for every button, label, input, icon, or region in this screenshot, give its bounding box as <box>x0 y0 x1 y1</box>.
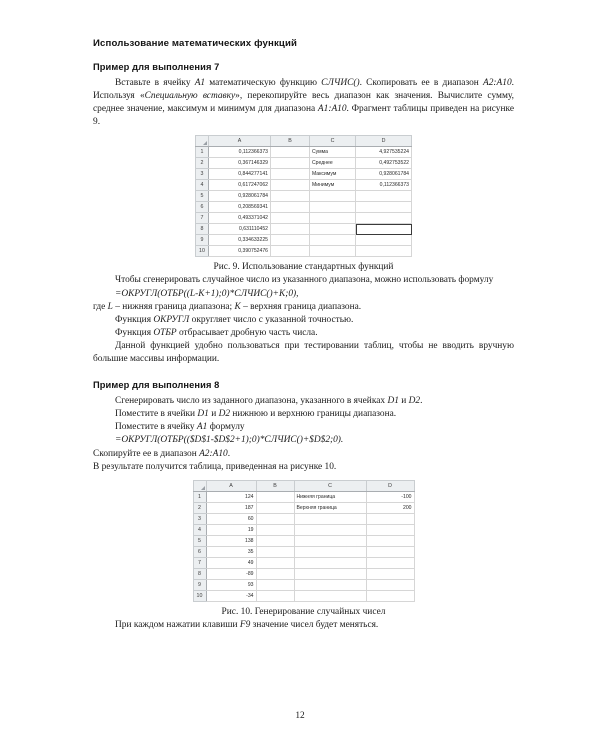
paragraph-otbr-description <box>93 327 514 340</box>
cell-c3[interactable] <box>294 513 366 524</box>
text-fragment: математическую функцию <box>205 78 322 88</box>
column-header-d[interactable]: D <box>366 480 414 491</box>
cell-a6[interactable]: 35 <box>206 546 256 557</box>
table-row <box>196 169 412 180</box>
cell-a1[interactable]: 124 <box>206 491 256 502</box>
cell-d9[interactable] <box>356 235 412 246</box>
cell-c5[interactable] <box>294 535 366 546</box>
cell-b1[interactable] <box>256 491 294 502</box>
cell-c3[interactable]: Максимум <box>310 169 356 180</box>
cell-a2[interactable]: 0,367146329 <box>209 158 271 169</box>
paragraph-variable-legend <box>93 301 514 314</box>
cell-d10[interactable] <box>366 590 414 601</box>
table-row <box>193 568 414 579</box>
cell-c6[interactable] <box>294 546 366 557</box>
page-title: Использование математических функций <box>93 38 298 49</box>
table-row <box>196 147 412 158</box>
row-header[interactable]: 4 <box>193 524 206 535</box>
figure-9-caption: Рис. 9. Использование стандартных функций <box>213 262 394 273</box>
table-row <box>193 590 414 601</box>
cell-a4[interactable]: 0,617247062 <box>209 180 271 191</box>
cell-d1[interactable]: -100 <box>366 491 414 502</box>
variable-l: L <box>107 301 113 312</box>
cell-b3[interactable] <box>256 513 294 524</box>
select-all-corner[interactable] <box>196 136 209 147</box>
cell-c1[interactable]: Сумма <box>310 147 356 158</box>
cell-c8[interactable] <box>294 568 366 579</box>
cell-b10[interactable] <box>256 590 294 601</box>
row-header[interactable]: 7 <box>193 557 206 568</box>
text-fragment: нижнюю и верхнюю границы диапазона. <box>230 409 397 420</box>
row-header[interactable]: 1 <box>193 491 206 502</box>
cell-c1[interactable]: Нижняя граница <box>294 491 366 502</box>
section-heading-example-8: Пример для выполнения 8 <box>93 380 220 391</box>
cell-d5[interactable] <box>356 191 412 202</box>
cell-reference: A1 <box>194 78 206 88</box>
row-header[interactable]: 2 <box>193 502 206 513</box>
cell-b10[interactable] <box>271 246 310 257</box>
cell-c9[interactable] <box>310 235 356 246</box>
cell-reference: D1 <box>197 409 209 420</box>
text-fragment: Скопируйте ее в диапазон <box>93 448 200 459</box>
formula-round-trunc: =ОКРУГЛ(ОТБР((L-K+1);0)*СЛЧИС()+K;0), <box>115 288 299 299</box>
cell-c5[interactable] <box>310 191 356 202</box>
text-fragment: Вставьте в ячейку <box>115 78 195 88</box>
page-number: 12 <box>295 711 305 721</box>
cell-b7[interactable] <box>256 557 294 568</box>
paragraph-copy-range <box>93 448 514 461</box>
formula-absolute-refs: =ОКРУГЛ(ОТБР(($D$1-$D$2+1);0)*СЛЧИС()+$D$2;0). <box>115 435 344 446</box>
column-header-b[interactable]: B <box>256 480 294 491</box>
range-reference: A2:A10 <box>483 78 512 88</box>
cell-a8[interactable]: 0,631110452 <box>209 224 271 235</box>
table-row <box>193 546 414 557</box>
table-row <box>196 191 412 202</box>
cell-b2[interactable] <box>271 158 310 169</box>
cell-a9[interactable]: 93 <box>206 579 256 590</box>
row-header[interactable]: 5 <box>196 191 209 202</box>
variable-k: K <box>234 301 241 312</box>
cell-a3[interactable]: 60 <box>206 513 256 524</box>
cell-c4[interactable]: Минимум <box>310 180 356 191</box>
column-header-a[interactable]: A <box>209 136 271 147</box>
table-row <box>196 213 412 224</box>
quoted-term: Специальную вставку <box>144 91 236 102</box>
range-reference: A2:A10 <box>199 448 228 459</box>
cell-c10[interactable] <box>294 590 366 601</box>
cell-d1[interactable]: 4,927535224 <box>356 147 412 158</box>
cell-b8[interactable] <box>271 224 310 235</box>
cell-c7[interactable] <box>294 557 366 568</box>
column-header-c[interactable]: C <box>294 480 366 491</box>
cell-c9[interactable] <box>294 579 366 590</box>
cell-b4[interactable] <box>271 180 310 191</box>
figure-10-container <box>93 480 514 602</box>
cell-d7[interactable] <box>366 557 414 568</box>
paragraph-f9-note <box>93 619 514 632</box>
cell-a2[interactable]: 187 <box>206 502 256 513</box>
column-header-a[interactable]: A <box>206 480 256 491</box>
text-fragment: и <box>398 396 409 407</box>
table-row <box>193 579 414 590</box>
key-name: F9 <box>239 619 251 630</box>
text-fragment: значение чисел будет меняться. <box>250 619 379 630</box>
table-row <box>196 158 412 169</box>
table-row <box>193 491 414 502</box>
row-header[interactable]: 9 <box>196 235 209 246</box>
cell-b6[interactable] <box>271 202 310 213</box>
cell-d2[interactable]: 200 <box>366 502 414 513</box>
text-fragment: Функция <box>115 314 154 325</box>
row-header[interactable]: 10 <box>196 246 209 257</box>
row-header[interactable]: 4 <box>196 180 209 191</box>
text-fragment: Поместите в ячейки <box>115 409 198 420</box>
row-header[interactable]: 1 <box>196 147 209 158</box>
table-row <box>193 557 414 568</box>
row-header[interactable]: 5 <box>193 535 206 546</box>
paragraph-example7-intro <box>93 77 514 129</box>
row-header[interactable]: 3 <box>196 169 209 180</box>
row-header[interactable]: 8 <box>193 568 206 579</box>
text-fragment: Сгенерировать число из заданного диапазона, указанного в ячейках <box>115 396 388 407</box>
cell-b1[interactable] <box>271 147 310 158</box>
text-fragment: . Используя « <box>93 78 514 102</box>
text-fragment: отбрасывает дробную часть числа. <box>176 327 318 338</box>
cell-a4[interactable]: 19 <box>206 524 256 535</box>
cell-reference: D2 <box>218 409 231 420</box>
cell-a6[interactable]: 0,208569341 <box>209 202 271 213</box>
figure-9-container <box>93 135 514 257</box>
cell-a1[interactable]: 0,112366373 <box>209 147 271 158</box>
cell-b8[interactable] <box>256 568 294 579</box>
row-header[interactable]: 10 <box>193 590 206 601</box>
cell-a3[interactable]: 0,844277141 <box>209 169 271 180</box>
table-row <box>196 202 412 213</box>
cell-c8[interactable] <box>310 224 356 235</box>
cell-d6[interactable] <box>366 546 414 557</box>
cell-d8[interactable] <box>366 568 414 579</box>
cell-a7[interactable]: 0,493371042 <box>209 213 271 224</box>
column-header-row <box>196 136 412 147</box>
figure-10-caption: Рис. 10. Генерирование случайных чисел <box>221 606 386 617</box>
cell-d4[interactable]: 0,112366373 <box>356 180 412 191</box>
column-header-b[interactable]: B <box>271 136 310 147</box>
row-header[interactable]: 3 <box>193 513 206 524</box>
function-name: ОКРУГЛ <box>153 314 190 325</box>
cell-b6[interactable] <box>256 546 294 557</box>
cell-c10[interactable] <box>310 246 356 257</box>
select-all-corner[interactable] <box>193 480 206 491</box>
text-fragment: . <box>420 396 423 407</box>
text-fragment: где <box>93 301 108 312</box>
cell-a5[interactable]: 0,928061784 <box>209 191 271 202</box>
cell-d3[interactable]: 0,928061784 <box>356 169 412 180</box>
range-reference: A1:A10 <box>317 104 347 115</box>
cell-d9[interactable] <box>366 579 414 590</box>
cell-b9[interactable] <box>271 235 310 246</box>
text-fragment: – верхняя граница диапазона. <box>240 301 362 312</box>
row-header[interactable]: 8 <box>196 224 209 235</box>
paragraph-example8-intro <box>93 395 514 408</box>
table-row <box>193 535 414 546</box>
table-row <box>196 224 412 235</box>
cell-a10[interactable]: -34 <box>206 590 256 601</box>
cell-b9[interactable] <box>256 579 294 590</box>
section-heading-example-7: Пример для выполнения 7 <box>93 62 220 72</box>
text-fragment: Функция <box>115 327 154 338</box>
cell-d2[interactable]: 0,492753522 <box>356 158 412 169</box>
row-header[interactable]: 6 <box>193 546 206 557</box>
cell-reference: A1 <box>196 422 208 433</box>
cell-reference: D1 <box>387 396 399 407</box>
cell-a8[interactable]: -89 <box>206 568 256 579</box>
text-fragment: . Скопировать ее в диапазон <box>359 78 484 88</box>
text-fragment: округляет число с указанной точностью. <box>189 314 354 325</box>
row-header[interactable]: 7 <box>196 213 209 224</box>
column-header-c[interactable]: C <box>310 136 356 147</box>
cell-d4[interactable] <box>366 524 414 535</box>
corner-triangle-icon <box>203 141 207 145</box>
cell-c2[interactable]: Среднее <box>310 158 356 169</box>
text-fragment: . Фрагмент таблицы приведен на рисунке 9. <box>93 104 514 128</box>
cell-reference: D2 <box>408 396 421 407</box>
cell-c7[interactable] <box>310 213 356 224</box>
table-row <box>193 524 414 535</box>
paragraph-formula-intro: Чтобы сгенерировать случайное число из указанного диапазона, можно использовать формулу <box>115 275 494 286</box>
cell-a9[interactable]: 0,334633225 <box>209 235 271 246</box>
paragraph-place-formula <box>93 421 514 434</box>
text-fragment: Поместите в ячейку <box>115 422 197 433</box>
cell-a7[interactable]: 49 <box>206 557 256 568</box>
cell-c2[interactable]: Верхняя граница <box>294 502 366 513</box>
column-header-d[interactable]: D <box>356 136 412 147</box>
table-row <box>193 513 414 524</box>
cell-b4[interactable] <box>256 524 294 535</box>
text-fragment: и <box>208 409 219 420</box>
cell-d6[interactable] <box>356 202 412 213</box>
cell-b7[interactable] <box>271 213 310 224</box>
table-row <box>196 246 412 257</box>
paragraph-okrugl-description <box>93 314 514 327</box>
text-fragment: . <box>227 448 231 459</box>
row-header[interactable]: 9 <box>193 579 206 590</box>
text-fragment: », перекопируйте весь диапазон как значения. Вычислите сумму, среднее значение, максимум и минимум для диапазона <box>93 91 514 115</box>
function-name: ОТБР <box>153 327 177 338</box>
cell-c6[interactable] <box>310 202 356 213</box>
cell-b5[interactable] <box>271 191 310 202</box>
cell-a5[interactable]: 138 <box>206 535 256 546</box>
text-fragment: формулу <box>207 422 245 433</box>
text-fragment: – нижняя граница диапазона; <box>112 301 235 312</box>
spreadsheet-figure-10 <box>193 480 415 602</box>
function-name: СЛЧИС() <box>321 78 360 88</box>
cell-d5[interactable] <box>366 535 414 546</box>
text-fragment: При каждом нажатии клавиши <box>115 619 240 630</box>
spreadsheet-figure-9 <box>195 135 412 257</box>
row-header[interactable]: 6 <box>196 202 209 213</box>
cell-d7[interactable] <box>356 213 412 224</box>
table-row <box>193 502 414 513</box>
cell-d10[interactable] <box>356 246 412 257</box>
cell-a10[interactable]: 0,390752476 <box>209 246 271 257</box>
paragraph-place-bounds <box>93 408 514 421</box>
cell-c4[interactable] <box>294 524 366 535</box>
table-row <box>196 235 412 246</box>
paragraph-usage-note: Данной функцией удобно пользоваться при тестировании таблиц, чтобы не вводить вручную большие массивы информации. <box>93 340 514 365</box>
paragraph-result-table: В результате получится таблица, приведенная на рисунке 10. <box>93 461 337 472</box>
selected-cell-d8[interactable] <box>356 224 412 235</box>
row-header[interactable]: 2 <box>196 158 209 169</box>
cell-b3[interactable] <box>271 169 310 180</box>
table-row <box>196 180 412 191</box>
cell-b5[interactable] <box>256 535 294 546</box>
cell-b2[interactable] <box>256 502 294 513</box>
cell-d3[interactable] <box>366 513 414 524</box>
corner-triangle-icon <box>201 486 205 490</box>
column-header-row <box>193 480 414 491</box>
